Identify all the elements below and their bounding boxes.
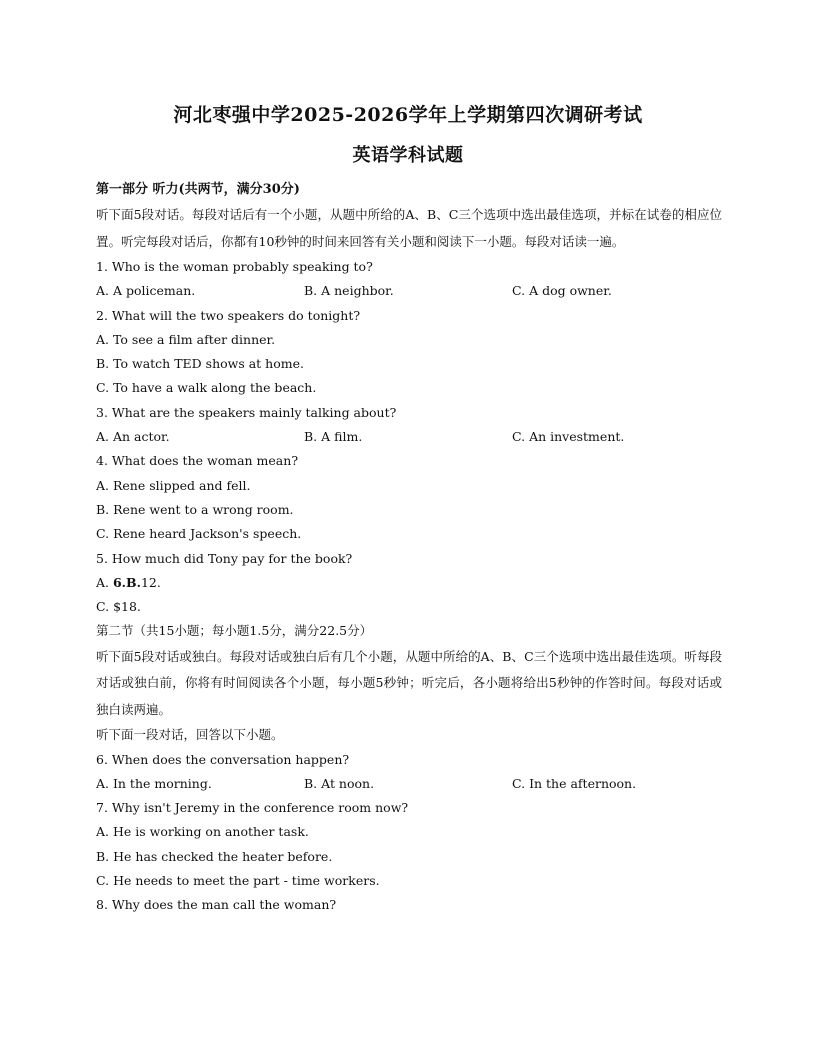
question-7: 7. Why isn't Jeremy in the conference room now? [96,800,409,816]
option-a: A. Rene slipped and fell. [96,477,251,493]
question-8: 8. Why does the man call the woman? [96,897,337,913]
option-b: B. At noon. [304,775,375,791]
option-a-bold: 6.B. [112,574,141,590]
option-c: C. Rene heard Jackson's speech. [96,526,302,542]
option-b: B. A film. [304,429,363,445]
option-c: C. An investment. [512,429,625,445]
option-c: C. $18. [96,599,141,615]
part1-heading: 第一部分 听力(共两节，满分30分) [96,182,300,197]
exam-subtitle: 英语学科试题 [352,145,464,166]
option-a: A. In the morning. [96,775,212,791]
option-c: C. To have a walk along the beach. [96,380,317,396]
exam-content [96,178,722,918]
option-a: A. To see a film after dinner. [96,331,276,347]
exam-title: 河北枣强中学2025-2026学年上学期第四次调研考试 [173,104,643,126]
question-1: 1. Who is the woman probably speaking to? [96,259,373,274]
question-3-options [96,425,722,449]
option-b: B. Rene went to a wrong room. [96,501,294,517]
question-2: 2. What will the two speakers do tonight? [96,307,361,323]
option-c: C. He needs to meet the part - time workers. [96,873,380,889]
option-c: C. A dog owner. [512,283,612,299]
option-a [96,571,722,595]
option-a-prefix: A. [96,574,113,590]
question-1-options [96,279,722,303]
section2-instructions: 听下面5段对话或独白。每段对话或独白后有几个小题，从题中所给的A、B、C三个选项中选出最佳选项。听每段对话或独白前，你将有时间阅读各个小题，每小题5秒钟；听完后，各小题将给出5秒钟的作答时间。每段对话或独白读两遍。 [96,648,722,717]
option-b: B. A neighbor. [304,283,394,299]
question-3: 3. What are the speakers mainly talking about? [96,404,397,420]
section2-heading: 第二节（共15小题；每小题1.5分，满分22.5分） [96,623,373,639]
question-6-options [96,772,722,796]
option-a: A. An actor. [96,429,170,445]
section2-sub-instruction: 听下面一段对话，回答以下小题。 [96,727,284,743]
option-a: A. A policeman. [96,283,196,299]
option-c: C. In the afternoon. [512,775,637,791]
part1-instructions: 听下面5段对话。每段对话后有一个小题，从题中所给的A、B、C三个选项中选出最佳选项，并标在试卷的相应位置。听完每段对话后，你都有10秒钟的时间来回答有关小题和阅读下一小题。每段对话读一遍。 [96,207,722,249]
question-4: 4. What does the woman mean? [96,453,299,469]
option-b: B. He has checked the heater before. [96,848,333,864]
question-6: 6. When does the conversation happen? [96,751,350,767]
option-b: B. To watch TED shows at home. [96,356,304,372]
option-a-rest: 12. [140,574,161,590]
option-a: A. He is working on another task. [96,824,309,840]
question-5: 5. How much did Tony pay for the book? [96,550,353,566]
